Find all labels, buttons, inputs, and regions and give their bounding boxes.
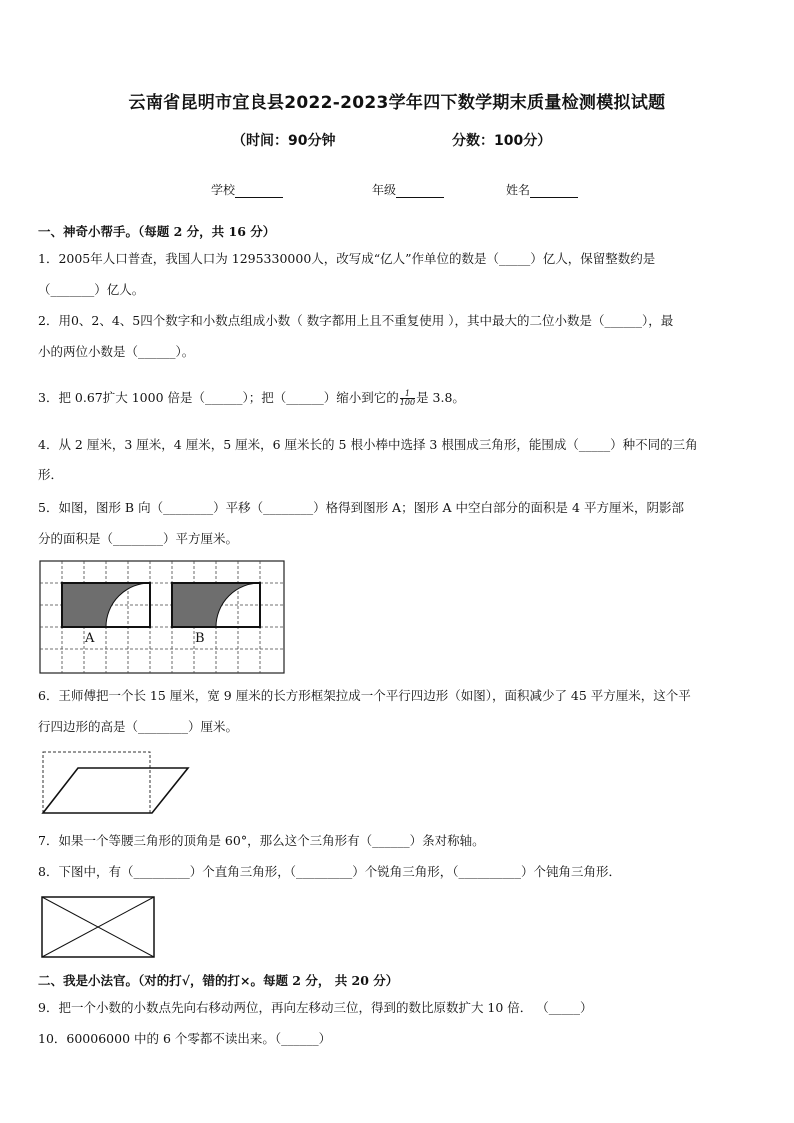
grade-blank[interactable]	[396, 185, 444, 198]
question-6-line-1: 6．王师傅把一个长 15 厘米，宽 9 厘米的长方形框架拉成一个平行四边形（如图），面积减少了 45 平方厘米，这个平	[38, 688, 691, 703]
question-6-line-2: 行四边形的高是（________）厘米。	[38, 719, 239, 734]
translation-grid-figure	[39, 560, 285, 674]
section-2-heading: 二、我是小法官。（对的打√，错的打×。每题 2 分， 共 20 分）	[38, 973, 399, 988]
label-a: A	[85, 631, 95, 646]
fraction-denominator: 100	[399, 398, 416, 407]
question-7: 7．如果一个等腰三角形的顶角是 60°，那么这个三角形有（______）条对称轴。	[38, 833, 485, 848]
question-3-text-b: 是 3.8。	[416, 390, 465, 405]
school-blank[interactable]	[235, 185, 283, 198]
question-8: 8．下图中，有（_________）个直角三角形，（_________）个锐角三角形，（__________）个钝角三角形．	[38, 864, 621, 879]
exam-time: （时间：90分钟	[232, 133, 336, 149]
rectangle-diagonals-figure	[40, 895, 156, 959]
label-b: B	[195, 631, 205, 646]
question-1-line-1: 1．2005年人口普查，我国人口为 1295330000人，改写成“亿人”作单位的数是（_____）亿人，保留整数约是	[38, 251, 656, 266]
name-label: 姓名	[506, 183, 531, 197]
question-3-text-a: 3．把 0.67扩大 1000 倍是（______）；把（______）缩小到它的	[38, 390, 399, 405]
section-1-heading: 一、神奇小帮手。（每题 2 分，共 16 分）	[38, 224, 276, 239]
fraction-numerator: 1	[400, 390, 415, 399]
question-10: 10．60006000 中的 6 个零都不读出来。（______）	[38, 1031, 332, 1046]
question-9: 9．把一个小数的小数点先向右移动两位，再向左移动三位，得到的数比原数扩大 10 倍． （_____）	[38, 1000, 593, 1015]
exam-score: 分数：100分）	[452, 133, 552, 149]
question-2-line-1: 2．用0、2、4、5四个数字和小数点组成小数（ 数字都用上且不重复使用 ），其中最大的二位小数是（______），最	[38, 313, 674, 328]
school-label: 学校	[211, 183, 236, 197]
school-field[interactable]	[211, 181, 283, 198]
grade-field[interactable]	[372, 181, 444, 198]
fraction	[400, 390, 415, 407]
question-5-line-2: 分的面积是（________）平方厘米。	[38, 531, 239, 546]
page-title: 云南省昆明市宜良县2022-2023学年四下数学期末质量检测模拟试题	[128, 93, 666, 113]
question-2-line-2: 小的两位小数是（______）。	[38, 344, 195, 359]
parallelogram-figure	[40, 750, 192, 816]
question-4-line-1: 4．从 2 厘米，3 厘米，4 厘米，5 厘米，6 厘米长的 5 根小棒中选择 3 根围成三角形，能围成（_____）种不同的三角	[38, 437, 698, 452]
question-4-line-2: 形．	[38, 467, 64, 482]
name-field[interactable]	[506, 181, 578, 198]
question-1-line-2: （_______）亿人。	[38, 282, 145, 297]
name-blank[interactable]	[530, 185, 578, 198]
grade-label: 年级	[372, 183, 397, 197]
question-5-line-1: 5．如图，图形 B 向（________）平移（________）格得到图形 A；图形 A 中空白部分的面积是 4 平方厘米，阴影部	[38, 500, 684, 515]
question-3	[38, 390, 754, 407]
